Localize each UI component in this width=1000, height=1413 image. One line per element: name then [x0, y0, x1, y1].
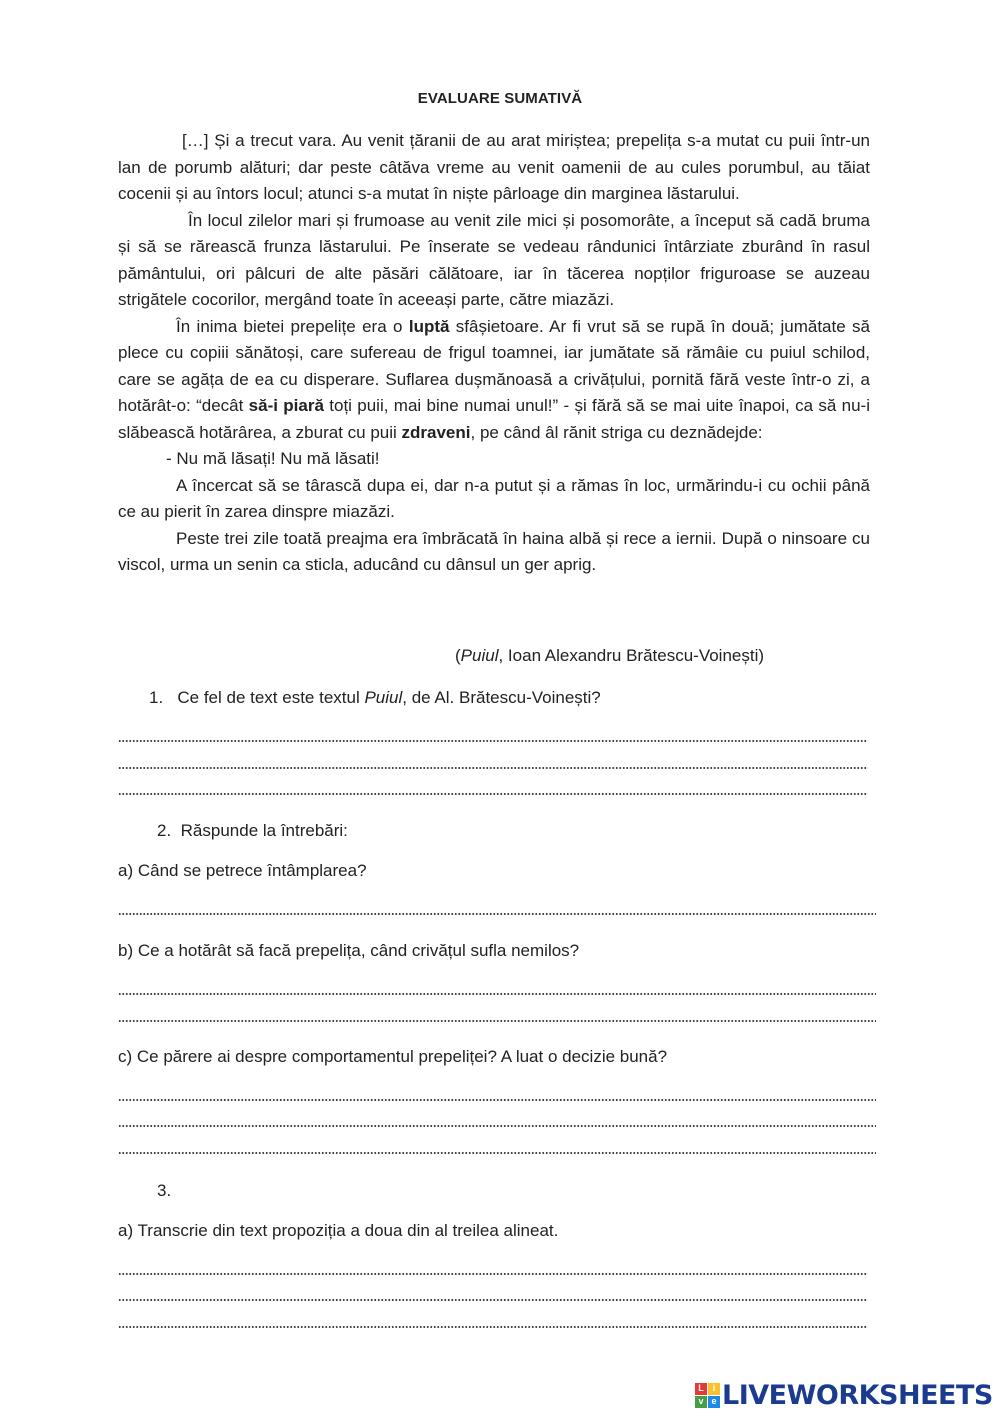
question-2c: c) Ce părere ai despre comportamentul prepeliței? A luat o decizie bună?	[118, 1047, 668, 1066]
page-title: EVALUARE SUMATIVĂ	[417, 90, 583, 107]
paragraph-3-text-3: toți puii, mai bine numai unul!” - și fără să se mai uite înapoi, ca să nu-i slăbească hotărârea, a zburat cu puii	[118, 396, 870, 442]
answer-line-2b-1[interactable]	[118, 993, 876, 995]
answer-line-2c-2[interactable]	[118, 1125, 876, 1127]
question-1-text-end: , de Al. Brătescu-Voinești?	[402, 688, 601, 707]
story-paragraph-2: În locul zilelor mari și frumoase au venit zile mici și posomorâte, a început să cadă bruma și să se rărească frunza lăstarului. Pe înserate se vedeau rândunici întârziate zburând în rasul pământului, ori pâlcuri de alte păsări călătoare, iar în tăcerea nopților friguroase se auzeau strigătele cocorilor, mergând toate în aceeași parte, către miazăzi.	[118, 210, 870, 309]
story-paragraph-1: […] Și a trecut vara. Au venit țăranii de au arat miriștea; prepelița s-a mutat cu puii într-un lan de porumb alături; dar peste câtăva vreme au venit oamenii de au cules porumbul, au tăiat cocenii și au întors locul; atunci s-a mutat în niște pârloage din marginea lăstarului.	[118, 131, 870, 203]
logo-letter-i: i	[708, 1383, 720, 1395]
bold-word-sa-i-piara: să-i piară	[248, 396, 324, 415]
logo-text: LIVEWORKSHEETS	[722, 1379, 993, 1411]
answer-line-2b-2[interactable]	[118, 1020, 876, 1022]
source-author: , Ioan Alexandru Brătescu-Voinești)	[498, 646, 765, 665]
source-open-paren: (	[455, 646, 461, 665]
question-1-number: 1.	[149, 688, 164, 707]
question-3a: a) Transcrie din text propoziția a doua din al treilea alineat.	[118, 1221, 559, 1240]
logo-mark-icon	[695, 1383, 720, 1408]
question-1-work-title: Puiul	[364, 688, 403, 707]
question-2	[157, 821, 348, 841]
story-paragraph-5: A încercat să se târască dupa ei, dar n-a putut și a rămas în loc, urmărindu-i cu ochii până ce au pierit în zarea dinspre miazăzi.	[118, 475, 870, 521]
bold-word-zdraveni: zdraveni	[401, 422, 471, 442]
answer-line-2a-1[interactable]	[118, 913, 876, 915]
answer-line-3a-1[interactable]	[118, 1273, 868, 1275]
question-2a: a) Când se petrece întâmplarea?	[118, 861, 367, 880]
logo-letter-l: L	[695, 1383, 707, 1395]
story-paragraph-3	[118, 314, 870, 447]
paragraph-3-text-1: În inima bietei prepelițe era o	[176, 316, 409, 336]
bold-word-lupta: luptă	[408, 316, 450, 336]
answer-line-2c-1[interactable]	[118, 1099, 876, 1101]
paragraph-3-text-2: sfâșietoare. Ar fi vrut să se rupă în două; jumătate să plece cu copiii sănătoși, care sufereau de frigul toamnei, iar jumătate să rămâie cu puiul schilod, care se agăța de ea cu disperare. Suflarea dușmănoasă a crivățului, pornită fără veste într-o zi, a hotărât-o: “decât	[118, 316, 870, 415]
source-work-title: Puiul	[460, 646, 499, 665]
question-1	[149, 688, 601, 708]
story-paragraph-6: Peste trei zile toată preajma era îmbrăcată în haina albă și rece a iernii. După o ninsoare cu viscol, urma un senin ca sticla, aducând cu dânsul un ger aprig.	[118, 528, 870, 574]
source-citation	[455, 646, 764, 666]
answer-line-3a-2[interactable]	[118, 1299, 868, 1301]
question-1-text: Ce fel de text este textul	[177, 688, 365, 707]
logo-letter-e: e	[708, 1396, 720, 1408]
question-2b: b) Ce a hotărât să facă prepelița, când crivățul sufla nemilos?	[118, 941, 580, 960]
answer-line-1-2[interactable]	[118, 767, 868, 769]
answer-line-1-3[interactable]	[118, 793, 868, 795]
paragraph-3-text-4: , pe când âl rănit striga cu deznădejde:	[470, 422, 763, 442]
answer-line-3a-3[interactable]	[118, 1326, 868, 1328]
story-text	[118, 128, 870, 579]
answer-line-2c-3[interactable]	[118, 1152, 876, 1154]
question-2-number: 2.	[157, 821, 172, 840]
story-dialogue-line: - Nu mă lăsați! Nu mă lăsati!	[166, 449, 380, 468]
question-3-number: 3.	[157, 1181, 172, 1200]
answer-line-1-1[interactable]	[118, 740, 868, 742]
logo-letter-v: v	[695, 1396, 707, 1408]
question-2-text: Răspunde la întrebări:	[180, 821, 348, 840]
liveworksheets-logo	[695, 1379, 993, 1411]
